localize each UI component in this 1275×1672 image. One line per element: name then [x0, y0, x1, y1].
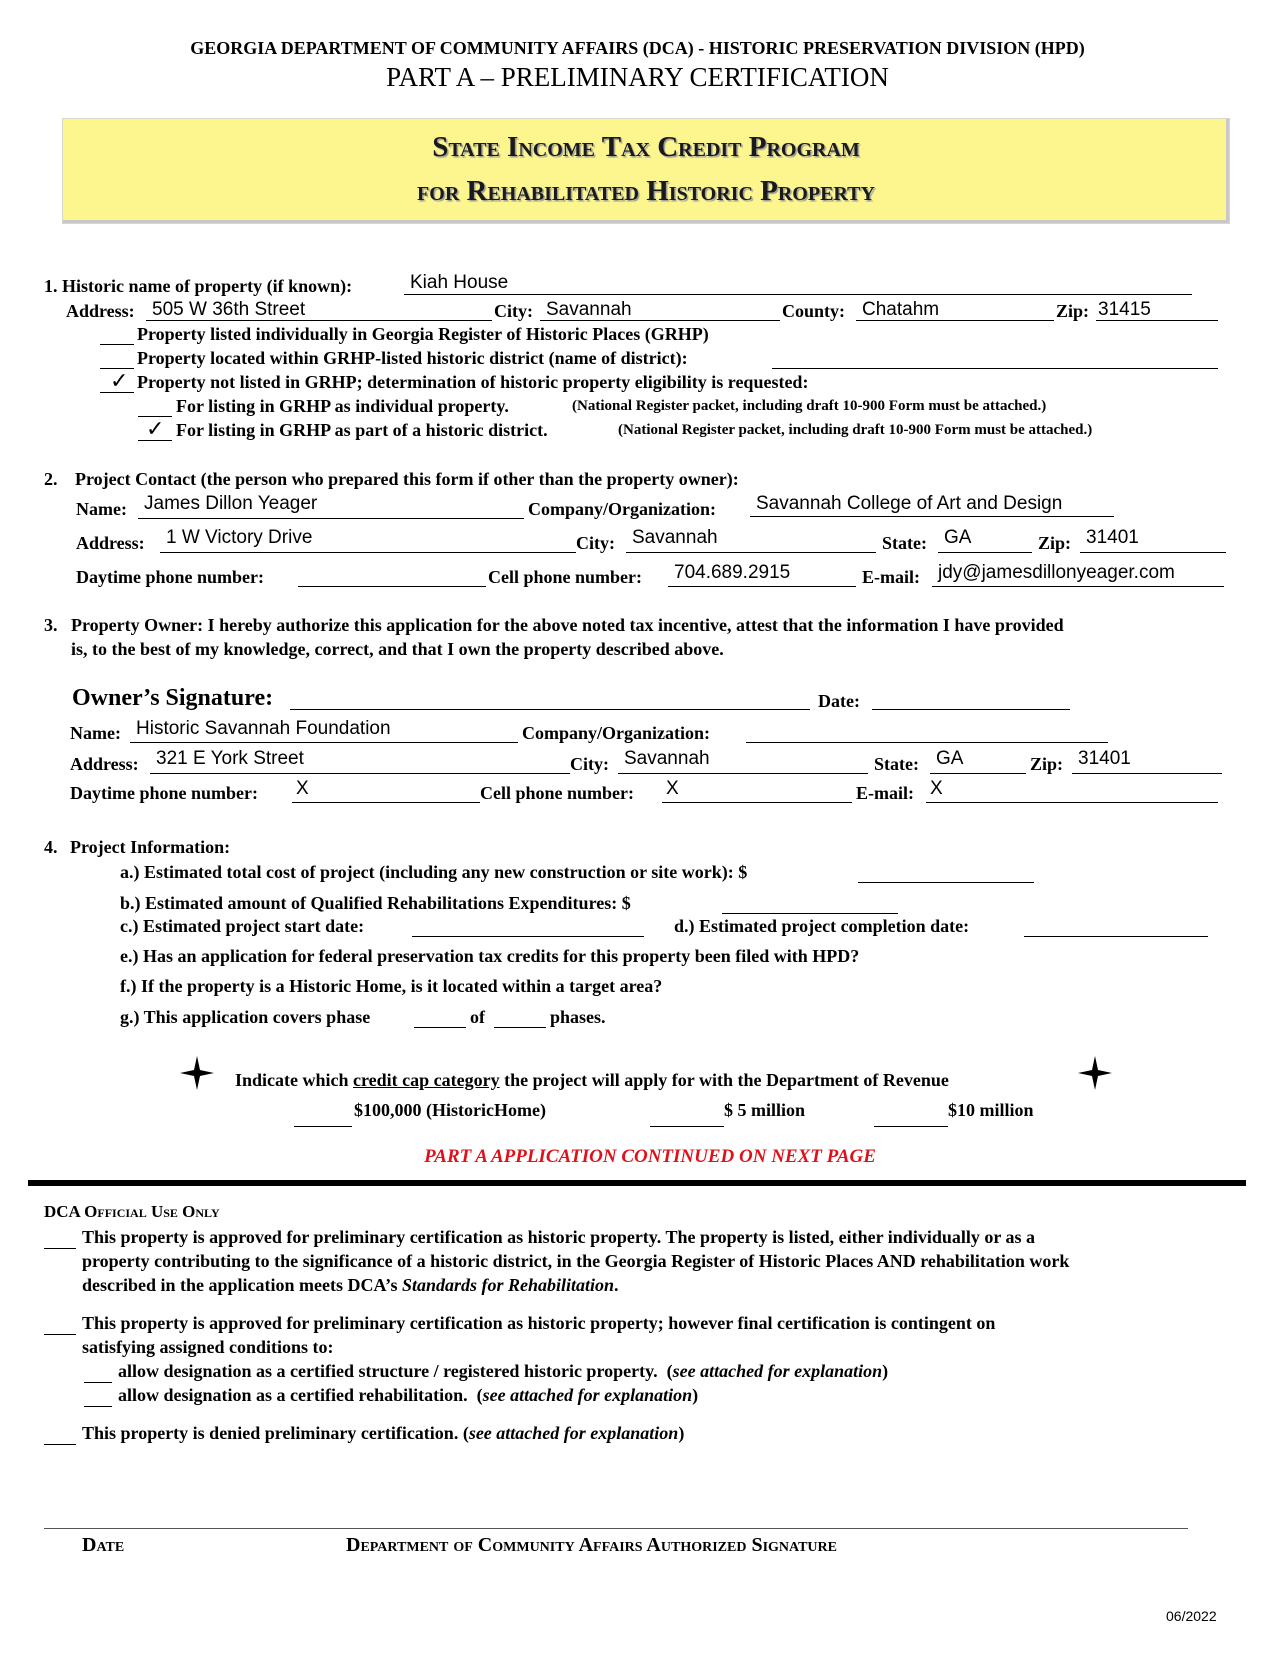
county-label: County: [782, 301, 846, 321]
sub-option-individual-note: (National Register packet, including draft 10-900 Form must be attached.) [572, 398, 1047, 414]
owner-state-field[interactable]: GA [936, 748, 964, 769]
owner-date-label: Date: [818, 691, 860, 711]
checkbox-certified-structure[interactable] [84, 1382, 112, 1383]
contact-day-phone-field[interactable] [298, 586, 486, 587]
owner-zip-label: Zip: [1030, 754, 1064, 774]
contact-address-label: Address: [76, 533, 145, 553]
standards-for-rehabilitation: Standards for Rehabilitation [401, 1275, 615, 1295]
owner-zip-field[interactable]: 31401 [1078, 748, 1131, 769]
checkbox-denied[interactable] [44, 1444, 76, 1445]
checkbox-grhp-individual[interactable] [100, 344, 134, 345]
approved-line-2: property contributing to the significance of a historic district, in the Georgia Register of Historic Places AND rehabilitation work [82, 1251, 1070, 1271]
owner-city-label: City: [570, 754, 609, 774]
sub-option-district-note: (National Register packet, including draft 10-900 Form must be attached.) [618, 422, 1093, 438]
contact-name-label: Name: [76, 499, 127, 519]
owner-company-label: Company/Organization: [522, 723, 711, 743]
cap-option-5m: $ 5 million [724, 1100, 806, 1120]
property-zip-field[interactable]: 31415 [1098, 299, 1151, 320]
phase-field[interactable] [414, 1027, 466, 1028]
condition-certified-rehab-text: allow designation as a certified rehabilitation. [118, 1385, 468, 1405]
contact-state-field[interactable]: GA [944, 527, 972, 548]
owner-date-field[interactable] [872, 709, 1070, 710]
official-use-heading: DCA Official Use Only [44, 1202, 220, 1221]
owner-address-label: Address: [70, 754, 139, 774]
owner-email-label: E-mail: [856, 783, 914, 803]
official-use-divider [28, 1180, 1246, 1186]
checkbox-certified-rehab[interactable] [84, 1406, 112, 1407]
address-label: Address: [66, 301, 135, 321]
item-c-start-date: c.) Estimated project start date: [120, 916, 365, 936]
property-county-field[interactable]: Chatahm [862, 299, 940, 320]
approved-line-3-text: described in the application meets DCA’s [82, 1275, 398, 1295]
owner-name-field[interactable]: Historic Savannah Foundation [136, 718, 391, 739]
cap-option-10m: $10 million [948, 1100, 1034, 1120]
condition-certified-rehab: allow designation as a certified rehabilitation. (see attached for explanation) [118, 1385, 699, 1405]
item-e-federal-application: e.) Has an application for federal preservation tax credits for this property been filed with HPD? [120, 946, 860, 966]
banner-line-2: for Rehabilitated Historic Property [417, 175, 875, 207]
contact-company-label: Company/Organization: [528, 499, 717, 519]
section-4-number: 4. [44, 837, 58, 857]
checkbox-conditional[interactable] [44, 1334, 76, 1335]
approved-line-3: described in the application meets DCA’s Standards for Rehabilitation. [82, 1275, 619, 1295]
condition-certified-structure: allow designation as a certified structure / registered historic property. (see attached for explanation) [118, 1361, 889, 1381]
contact-cell-field[interactable]: 704.689.2915 [674, 562, 791, 583]
owner-cell-label: Cell phone number: [480, 783, 635, 803]
item-d-completion-date: d.) Estimated project completion date: [674, 916, 970, 936]
contact-email-field[interactable]: jdy@jamesdillonyeager.com [938, 562, 1175, 583]
historic-name-field[interactable]: Kiah House [410, 272, 509, 293]
contact-city-field[interactable]: Savannah [632, 527, 718, 548]
contact-address-field[interactable]: 1 W Victory Drive [166, 527, 313, 548]
item-a-total-cost: a.) Estimated total cost of project (including any new construction or site work): $ [120, 862, 748, 882]
denied-text: This property is denied preliminary certification. [82, 1423, 459, 1443]
cap-option-10m-blank[interactable] [874, 1126, 948, 1127]
see-attached-note: see attached for explanation [672, 1361, 883, 1381]
owner-day-phone-field[interactable]: X [296, 778, 309, 799]
check-mark-icon: ✓ [146, 416, 165, 441]
contact-cell-label: Cell phone number: [488, 567, 643, 587]
contact-email-label: E-mail: [862, 567, 920, 587]
program-banner [62, 118, 1230, 224]
owner-day-phone-label: Daytime phone number: [70, 783, 258, 803]
banner-line-1: State Income Tax Credit Program [432, 131, 860, 163]
approved-line-1: This property is approved for preliminary certification as historic property. The property is listed, either individually or as a [82, 1227, 1036, 1247]
owner-company-field[interactable] [746, 742, 1108, 743]
zip-label: Zip: [1056, 301, 1090, 321]
page-title: PART A – PRELIMINARY CERTIFICATION [386, 62, 889, 92]
contact-company-field[interactable]: Savannah College of Art and Design [756, 493, 1063, 514]
owner-email-field[interactable]: X [930, 778, 943, 799]
project-contact-heading: Project Contact (the person who prepared this form if other than the property owner): [75, 469, 739, 489]
contact-city-label: City: [576, 533, 615, 553]
revision-date: 06/2022 [1166, 1608, 1217, 1624]
owner-signature-field[interactable] [290, 709, 810, 710]
owner-cell-field[interactable]: X [666, 778, 679, 799]
section-3-number: 3. [44, 615, 58, 635]
conditional-line-1: This property is approved for preliminary certification as historic property; however final certification is contingent on [82, 1313, 996, 1333]
cap-option-100k-blank[interactable] [294, 1126, 352, 1127]
see-attached-note: see attached for explanation [482, 1385, 693, 1405]
historic-name-label: 1. Historic name of property (if known): [44, 276, 353, 296]
denied-line: This property is denied preliminary certification. (see attached for explanation) [82, 1423, 685, 1443]
contact-state-label: State: [882, 533, 927, 553]
contact-name-field[interactable]: James Dillon Yeager [144, 493, 318, 514]
owner-address-field[interactable]: 321 E York Street [156, 748, 304, 769]
item-g-phases: phases. [550, 1007, 606, 1027]
agency-header: GEORGIA DEPARTMENT OF COMMUNITY AFFAIRS (DCA) - HISTORIC PRESERVATION DIVISION (HPD) [190, 38, 1085, 58]
cap-option-5m-blank[interactable] [650, 1126, 724, 1127]
option-within-district: Property located within GRHP-listed historic district (name of district): [137, 348, 688, 368]
owner-name-label: Name: [70, 723, 121, 743]
credit-cap-instruction [235, 1069, 949, 1091]
conditional-line-2: satisfying assigned conditions to: [82, 1337, 334, 1357]
option-listed-individually: Property listed individually in Georgia Register of Historic Places (GRHP) [137, 324, 709, 344]
owner-signature-label: Owner’s Signature: [72, 685, 274, 711]
see-attached-note: see attached for explanation [468, 1423, 679, 1443]
star-icon [1078, 1056, 1112, 1090]
owner-attestation-line-2: is, to the best of my knowledge, correct, and that I own the property described above. [71, 639, 724, 659]
signature-line[interactable] [44, 1528, 1188, 1529]
sub-option-district: For listing in GRHP as part of a historic district. [176, 420, 548, 440]
property-address-field[interactable]: 505 W 36th Street [152, 299, 306, 320]
item-g-phase: g.) This application covers phase [120, 1007, 371, 1027]
start-date-field[interactable] [412, 936, 644, 937]
option-not-listed: Property not listed in GRHP; determination of historic property eligibility is requested: [137, 372, 809, 392]
completion-date-field[interactable] [1024, 936, 1208, 937]
credit-cap-link: credit cap category [353, 1070, 500, 1090]
project-info-heading: Project Information: [70, 837, 231, 857]
owner-attestation-line-1: Property Owner: I hereby authorize this application for the above noted tax incentive, attest that the information I have provided [71, 615, 1064, 635]
section-2-number: 2. [44, 469, 58, 489]
contact-zip-field[interactable]: 31401 [1086, 527, 1139, 548]
condition-certified-structure-text: allow designation as a certified structure / registered historic property. [118, 1361, 658, 1381]
city-label: City: [494, 301, 533, 321]
phases-total-field[interactable] [494, 1027, 546, 1028]
credit-cap-pre: Indicate which [235, 1070, 349, 1090]
check-mark-icon: ✓ [110, 368, 129, 393]
qre-field[interactable] [722, 913, 898, 914]
contact-zip-label: Zip: [1038, 533, 1072, 553]
contact-day-phone-label: Daytime phone number: [76, 567, 264, 587]
sub-option-individual: For listing in GRHP as individual property. [176, 396, 509, 416]
cap-option-100k: $100,000 (HistoricHome) [354, 1100, 546, 1120]
property-city-field[interactable]: Savannah [546, 299, 632, 320]
owner-city-field[interactable]: Savannah [624, 748, 710, 769]
credit-cap-post: the project will apply for with the Department of Revenue [504, 1070, 949, 1090]
item-f-target-area: f.) If the property is a Historic Home, is it located within a target area? [120, 976, 663, 996]
owner-state-label: State: [874, 754, 919, 774]
continued-notice: PART A APPLICATION CONTINUED ON NEXT PAGE [424, 1146, 876, 1167]
star-icon [180, 1056, 214, 1090]
date-label: Date [82, 1534, 125, 1556]
total-cost-field[interactable] [858, 882, 1034, 883]
dca-signature-label: Department of Community Affairs Authorized Signature [346, 1534, 837, 1556]
item-b-qre: b.) Estimated amount of Qualified Rehabilitations Expenditures: $ [120, 893, 631, 913]
item-g-of: of [470, 1007, 485, 1027]
checkbox-approved[interactable] [44, 1248, 76, 1249]
